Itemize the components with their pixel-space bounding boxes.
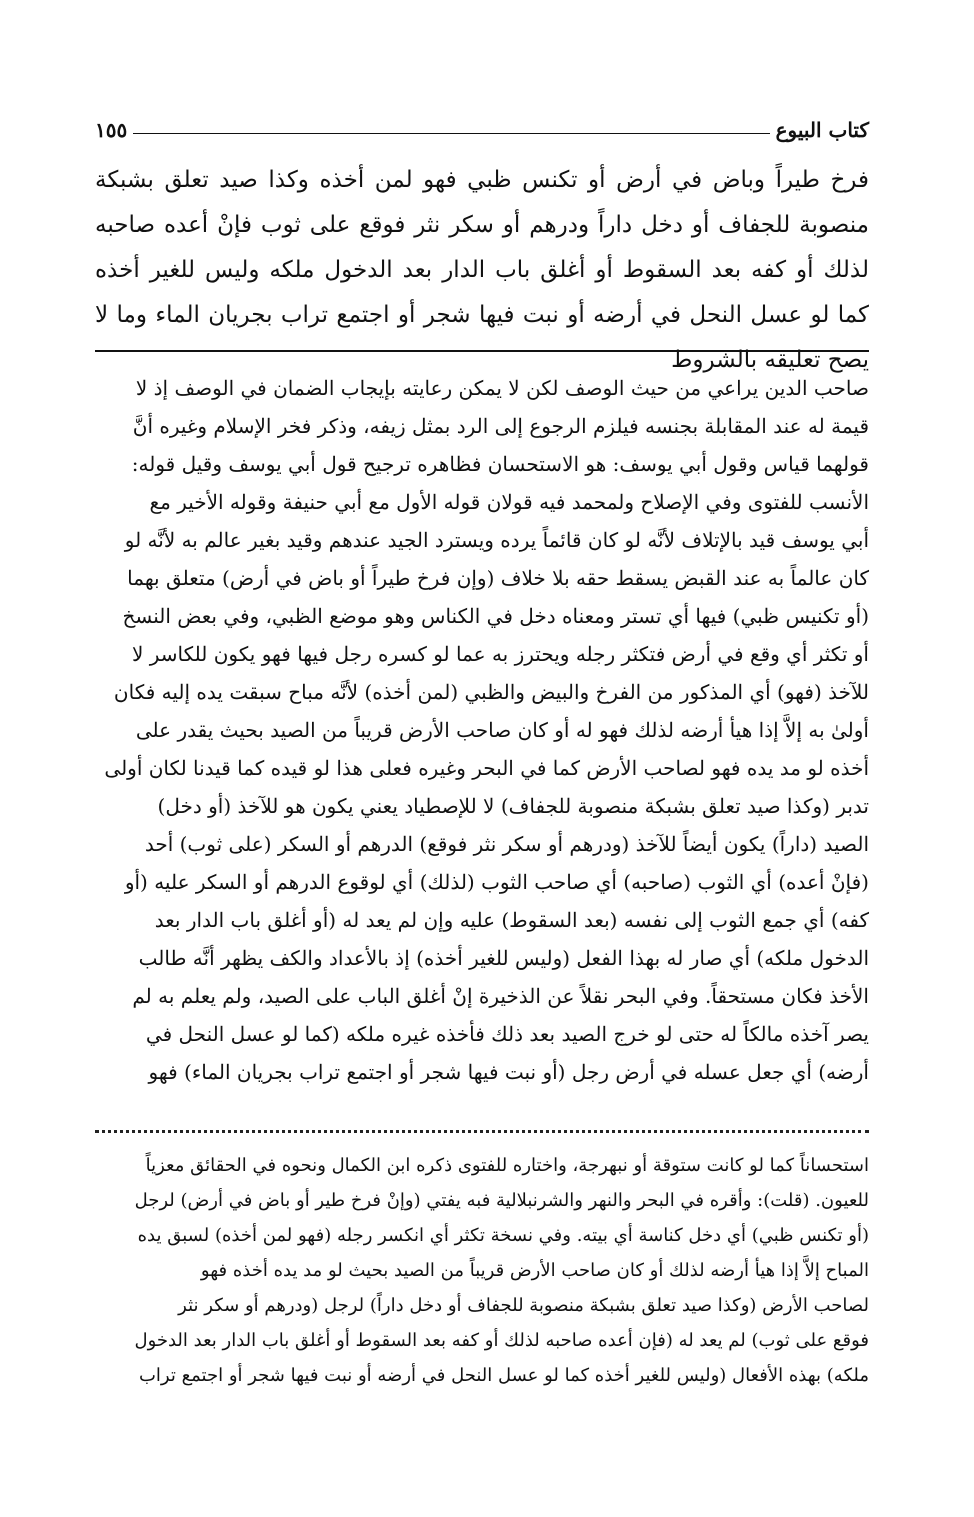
page-number: ١٥٥	[95, 118, 128, 142]
commentary-line: أو تكثر أي وقع في أرض فتكثر رجله ويحترز به عما لو كسره رجل فيها فهو يكون للكاسر لا	[131, 642, 869, 666]
commentary-line: الأخذ فكان مستحقاً. وفي البحر نقلاً عن الذخيرة إنْ أغلق الباب على الصيد، ولم يعلم به لم	[132, 984, 869, 1008]
footnote-line: لصاحب الأرض (وكذا صيد تعلق بشبكة منصوبة للجفاف أو دخل داراً) لرجل (ودرهم أو سكر نثر	[178, 1295, 869, 1316]
commentary-line: الصيد (داراً) يكون أيضاً للآخذ (ودرهم أو سكر نثر فوقع) الدرهم أو السكر (على ثوب) أحد	[144, 832, 869, 856]
commentary-line: أبي يوسف قيد بالإتلاف لأنَّه لو كان قائماً يرده ويسترد الجيد عندهم وقيد بغير عالم به لأنَّه لو	[124, 528, 869, 552]
commentary-line: يصر آخذه مالكاً له حتى لو خرج الصيد بعد ذلك فأخذه غيره ملكه (كما لو عسل النحل في	[145, 1022, 869, 1046]
commentary-line: قولهما قياس وقول أبي يوسف: هو الاستحسان فظاهره ترجيح قول أبي يوسف وقيل قوله:	[131, 452, 869, 476]
commentary-line: للآخذ (فهو) أي المذكور من الفرخ والبيض والظبي (لمن أخذه) لأنَّه مباح سبقت يده إليه فكان	[113, 680, 869, 704]
page-header	[95, 112, 869, 142]
footnote-line: المباح إلاَّ إذا هيأ أرضه لذلك أو كان صاحب الأرض قريباً من الصيد بحيث لو مد يده أخذه فهو	[200, 1260, 869, 1281]
footnote-line: ملكه) بهذه الأفعال (وليس للغير أخذه كما لو عسل النحل في أرضه أو نبت فيها شجر أو اجتمع تراب	[138, 1365, 869, 1386]
book-title: كتاب البيوع	[775, 118, 869, 142]
commentary-line: أولىٰ به إلاَّ إذا هيأ أرضه لذلك فهو له أو كان صاحب الأرض قريباً من الصيد بحيث يقدر على	[135, 718, 869, 742]
commentary-line: الأنسب للفتوى وفي الإصلاح ولمحمد فيه قولان قوله الأول مع أبي حنيفة وقوله الأخير مع	[149, 490, 869, 514]
footnote-line: (أو تكنس ظبي) أي دخل كناسة أي بيته. وفي نسخة تكثر أي انكسر رجله (فهو لمن أخذه) لسبق يده	[137, 1225, 869, 1246]
commentary-line: تدبر (وكذا صيد تعلق بشبكة منصوبة للجفاف) لا للإصطياد يعني يكون هو للآخذ (أو دخل)	[157, 794, 869, 818]
commentary-line: صاحب الدين يراعي من حيث الوصف لكن لا يمكن رعايته بإيجاب الضمان في الوصف إذ لا	[135, 376, 869, 400]
footnote-line: للعيون. (قلت): وأقره في البحر والنهر والشرنبلالية فبه يفتي (وإنْ فرخ طير أو باض في أرض) لرجل	[134, 1190, 869, 1211]
main-divider	[95, 350, 869, 352]
commentary-line: كفه) أي جمع الثوب إلى نفسه (بعد السقوط) عليه وإن لم يعد له (أو أغلق باب الدار بعد	[154, 908, 869, 932]
header-rule	[133, 133, 769, 134]
footnote-line: فوقع على ثوب) لم يعد له (فإن أعده صاحبه لذلك أو كفه بعد السقوط أو أغلق باب الدار بعد الدخول	[134, 1330, 869, 1351]
commentary-line: كان عالماً به عند القبض يسقط حقه بلا خلاف (وإن فرخ طيراً أو باض في أرض) متعلق بهما	[127, 566, 869, 590]
footnote-text	[95, 1148, 869, 1393]
main-text: فرخ طيراً وباض في أرض أو تكنس ظبي فهو لمن أخذه وكذا صيد تعلق بشبكة منصوبة للجفاف أو دخل داراً ودرهم أو سكر نثر فوقع على ثوب فإنْ أعده صاحبه لذلك أو كفه بعد السقوط أو أغلق باب الدار بعد الدخول ملكه وليس للغير أخذه كما لو عسل النحل في أرضه أو نبت فيها شجر أو اجتمع تراب بجريان الماء وما لا يصح تعليقه بالشروط	[95, 167, 869, 373]
commentary-line: الدخول ملكه) أي صار له بهذا الفعل (وليس للغير أخذه) إذ بالأعداد والكف يظهر أنَّه طالب	[138, 946, 869, 970]
footnote-divider	[95, 1130, 869, 1133]
commentary-line: (فإنْ أعده) أي الثوب (صاحبه) أي صاحب الثوب (لذلك) أي لوقوع الدرهم أو السكر عليه (أو	[124, 870, 869, 894]
commentary-text	[95, 369, 869, 1091]
commentary-line: قيمة له عند المقابلة بجنسه فيلزم الرجوع إلى الرد بمثل زيفه، وذكر فخر الإسلام وغيره أنَّ	[132, 414, 869, 438]
commentary-line: أرضه) أي جعل عسله في أرض رجل (أو نبت فيها شجر أو اجتمع تراب بجريان الماء) فهو	[148, 1060, 869, 1084]
commentary-line: (أو تكنيس ظبي) فيها أي تستر ومعناه دخل في الكناس وهو موضع الظبي، وفي بعض النسخ	[122, 604, 869, 628]
footnote-line: استحساناً كما لو كانت ستوقة أو نبهرجة، واختاره للفتوى ذكره ابن الكمال ونحوه في الحقائق معزياً	[145, 1155, 869, 1176]
commentary-line: أخذه لو مد يده فهو لصاحب الأرض كما في البحر وغيره فعلى هذا لو قيده كما قيدنا لكان أولى	[104, 756, 869, 780]
